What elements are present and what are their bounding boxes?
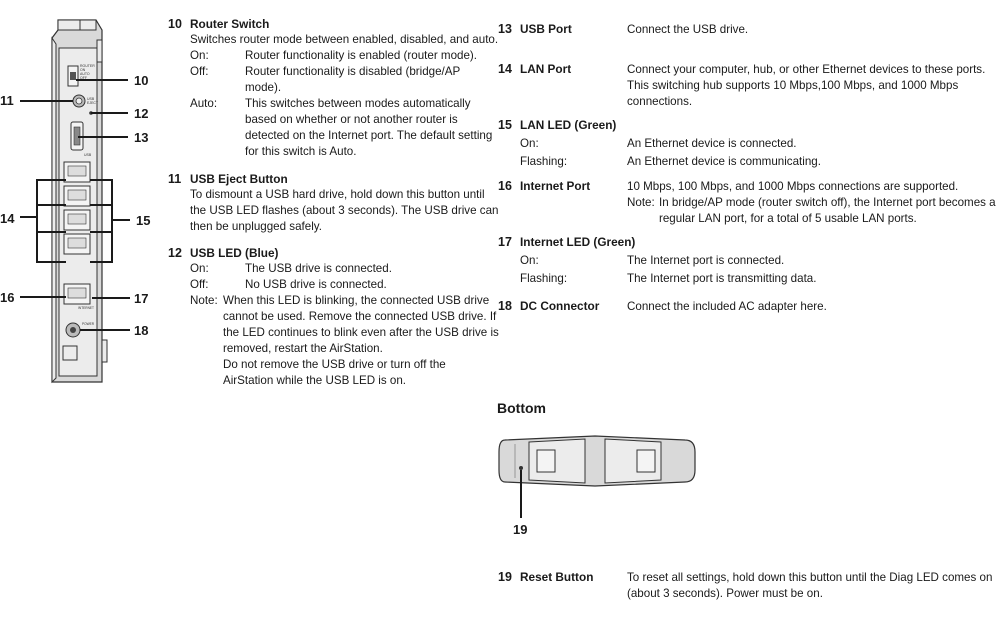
- usb-eject-label: USB EJECT: [87, 97, 99, 105]
- item-12-note-label: Note:: [190, 294, 218, 307]
- item-15-flash-text: An Ethernet device is communicating.: [627, 155, 821, 168]
- item-12-number: 12: [168, 246, 182, 260]
- item-16-number: 16: [498, 179, 512, 193]
- item-16-text: 10 Mbps, 100 Mbps, and 1000 Mbps connections are supported.: [627, 180, 959, 193]
- callout-16: 16: [0, 290, 15, 305]
- item-14-title: LAN Port: [520, 62, 572, 76]
- item-18: [498, 298, 827, 315]
- item-18-number: 18: [498, 299, 512, 313]
- item-17-on-label: On:: [520, 254, 539, 267]
- callout-19: 19: [513, 522, 528, 537]
- internet-label: INTERNET: [78, 306, 94, 310]
- item-12-note-5: Do not remove the USB drive or turn off the: [223, 358, 446, 371]
- item-17-flash-label: Flashing:: [520, 272, 568, 285]
- device-side-edge: [52, 38, 56, 382]
- item-12-note-4: removed, restart the AirStation.: [223, 342, 383, 355]
- item-17-number: 17: [498, 235, 512, 249]
- power-label: POWER: [82, 322, 95, 326]
- device-rear-illustration: [0, 0, 160, 400]
- item-11-desc-1: To dismount a USB hard drive, hold down this button until: [190, 188, 485, 201]
- item-17-on-text: The Internet port is connected.: [627, 254, 785, 267]
- item-10-off-text-1: Router functionality is disabled (bridge/AP: [245, 65, 461, 78]
- item-14-text-1: Connect your computer, hub, or other Ethernet devices to these ports.: [627, 63, 986, 76]
- item-10-number: 10: [168, 17, 182, 31]
- item-10-auto-text-1: This switches between modes automatically: [245, 97, 471, 110]
- item-15-on-text: An Ethernet device is connected.: [627, 137, 797, 150]
- item-19-text-2: (about 3 seconds). Power must be on.: [627, 587, 823, 600]
- device-clip-left: [537, 450, 555, 472]
- item-15-title: LAN LED (Green): [520, 118, 617, 132]
- item-12-on-text: The USB drive is connected.: [245, 262, 392, 275]
- item-10-auto-text-3: detected on the Internet port. The default setting: [245, 129, 493, 142]
- router-switch-knob: [70, 72, 76, 80]
- item-14-text-2: This switching hub supports 10 Mbps,100 Mbps, and 1000 Mbps: [627, 79, 959, 92]
- item-10-title: Router Switch: [190, 17, 270, 31]
- item-10-off-label: Off:: [190, 65, 209, 78]
- item-14-number: 14: [498, 62, 512, 76]
- item-15-number: 15: [498, 118, 512, 132]
- callout-13: 13: [134, 130, 149, 145]
- item-12-on-label: On:: [190, 262, 209, 275]
- callout-11: 11: [0, 93, 14, 108]
- item-12: [168, 245, 499, 389]
- item-16-note-2: regular LAN port, for a total of 5 usable LAN ports.: [659, 212, 917, 225]
- item-10-auto-text-2: based on whether or not another router is: [245, 113, 458, 126]
- usb-label: USB: [84, 153, 92, 157]
- item-10-auto-text-4: for this switch is Auto.: [245, 145, 357, 158]
- item-19: [498, 569, 992, 602]
- callout-12: 12: [134, 106, 149, 121]
- device-latch: [63, 346, 77, 360]
- item-17-title: Internet LED (Green): [520, 235, 636, 249]
- device-clip-right: [637, 450, 655, 472]
- item-10: [168, 16, 498, 160]
- router-switch-label: ROUTER ON AUTO OFF: [80, 64, 95, 80]
- item-16-note-label: Note:: [627, 196, 655, 209]
- item-17-flash-text: The Internet port is transmitting data.: [627, 272, 817, 285]
- item-18-title: DC Connector: [520, 299, 600, 313]
- callout-17: 17: [134, 291, 149, 306]
- item-12-note-1: When this LED is blinking, the connected USB drive: [223, 294, 490, 307]
- item-13-title: USB Port: [520, 22, 572, 36]
- item-17: [498, 234, 816, 287]
- item-11-title: USB Eject Button: [190, 172, 288, 186]
- item-12-note-6: AirStation while the USB LED is on.: [223, 374, 407, 387]
- reset-button-hole: [519, 466, 523, 470]
- item-12-off-text: No USB drive is connected.: [245, 278, 387, 291]
- item-11-number: 11: [168, 172, 182, 186]
- item-13-text: Connect the USB drive.: [627, 23, 749, 36]
- callout-18: 18: [134, 323, 149, 338]
- item-14-text-3: connections.: [627, 95, 693, 108]
- item-11-desc-3: then be unplugged safely.: [190, 220, 322, 233]
- item-10-on-label: On:: [190, 49, 209, 62]
- item-11: [168, 171, 498, 235]
- item-13: [498, 21, 748, 38]
- item-12-title: USB LED (Blue): [190, 246, 279, 260]
- item-10-on-text: Router functionality is enabled (router mode).: [245, 49, 477, 62]
- item-12-note-2: cannot be used. Remove the connected USB drive. If: [223, 310, 497, 323]
- bottom-section-title: Bottom: [497, 400, 546, 416]
- item-15-on-label: On:: [520, 137, 539, 150]
- callout-10: 10: [134, 73, 149, 88]
- device-top-cap: [58, 20, 96, 30]
- item-10-desc: Switches router mode between enabled, disabled, and auto.: [190, 33, 499, 46]
- device-side-tab-top: [97, 40, 102, 62]
- item-16-title: Internet Port: [520, 179, 591, 193]
- item-10-off-text-2: mode).: [245, 81, 282, 94]
- item-19-title: Reset Button: [520, 570, 594, 584]
- item-16: [498, 178, 996, 227]
- callout-15: 15: [136, 213, 151, 228]
- item-16-note-1: In bridge/AP mode (router switch off), the Internet port becomes a: [659, 196, 996, 209]
- item-15: [498, 117, 821, 170]
- device-bottom-body: [499, 436, 695, 486]
- callout-14: 14: [0, 211, 15, 226]
- item-18-text: Connect the included AC adapter here.: [627, 300, 827, 313]
- item-11-desc-2: the USB LED flashes (about 3 seconds). The USB drive can: [190, 204, 499, 217]
- item-19-text-1: To reset all settings, hold down this button until the Diag LED comes on: [627, 571, 993, 584]
- device-side-tab: [102, 340, 107, 362]
- item-19-number: 19: [498, 570, 512, 584]
- item-13-number: 13: [498, 22, 512, 36]
- item-14: [498, 61, 985, 110]
- item-10-auto-label: Auto:: [190, 97, 218, 110]
- device-bottom-illustration: [495, 430, 705, 530]
- item-12-off-label: Off:: [190, 278, 209, 291]
- item-12-note-3: the LED continues to blink even after the USB drive is: [223, 326, 499, 339]
- item-15-flash-label: Flashing:: [520, 155, 568, 168]
